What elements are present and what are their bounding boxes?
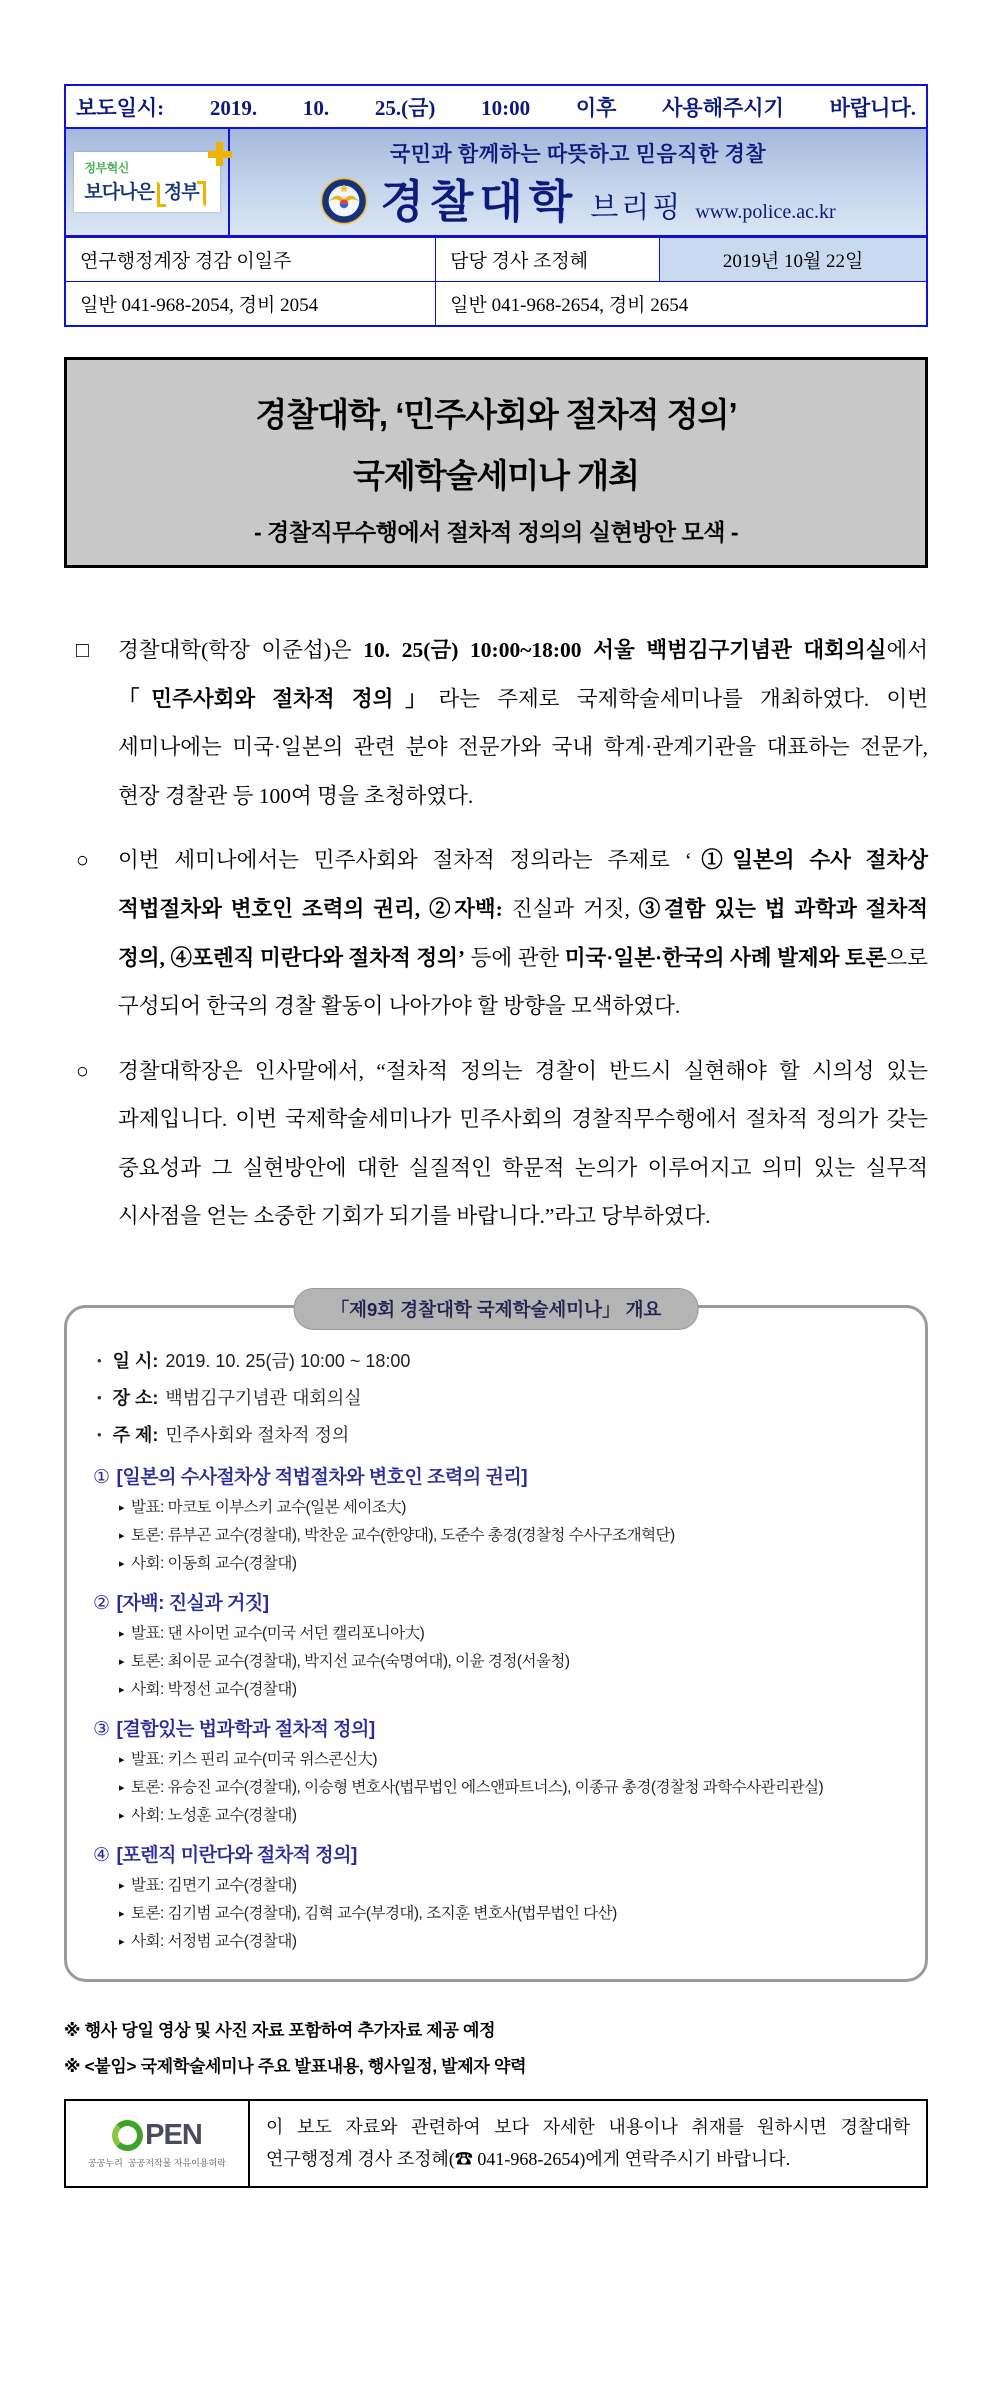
- headline-box: [64, 357, 928, 568]
- open-logo-letters: PEN: [145, 2118, 202, 2151]
- info-label: 주 제: [112, 1425, 153, 1446]
- arrow-icon: ▸: [119, 1684, 125, 1697]
- session-items: [93, 1873, 899, 1951]
- open-license-logo: [66, 2101, 248, 2186]
- embargo-text: 보도일시: 2019. 10. 25.(금) 10:00 이후 사용해주시기 바랍니다.: [76, 96, 916, 120]
- session-item-text: 발표: 키스 핀리 교수(미국 위스콘신大): [131, 1751, 378, 1769]
- session-title: [93, 1462, 899, 1489]
- open-ring-icon: [112, 2120, 143, 2151]
- open-caption-2: 공공저작물 자유이용허락: [127, 2157, 226, 2168]
- session-block: [93, 1714, 899, 1825]
- police-emblem-icon: [320, 177, 368, 225]
- arrow-icon: ▸: [119, 1810, 125, 1823]
- paragraph: [64, 626, 928, 820]
- session-item-text: 사회: 이동희 교수(경찰대): [131, 1555, 297, 1573]
- manager-phone-cell: 일반 041-968-2054, 경비 2054: [65, 282, 436, 327]
- arrow-icon: ▸: [119, 1628, 125, 1641]
- info-value: 백범김구기념관 대회의실: [165, 1388, 362, 1409]
- contact-table: [64, 237, 928, 327]
- arrow-icon: ▸: [119, 1502, 125, 1515]
- info-value: 2019. 10. 25(금) 10:00 ~ 18:00: [165, 1351, 411, 1372]
- bullet-icon: •: [97, 1353, 102, 1369]
- session-items: [93, 1747, 899, 1825]
- gov-logo-word2: 정부: [157, 181, 206, 204]
- info-value: 민주사회와 절차적 정의: [165, 1425, 350, 1446]
- headline-subtitle: - 경찰직무수행에서 절차적 정의의 실현방안 모색 -: [253, 519, 739, 546]
- info-colon: :: [152, 1351, 159, 1372]
- session-title-text: [결함있는 법과학과 절차적 정의]: [116, 1719, 375, 1741]
- session-title-text: [포렌직 미란다와 절차적 정의]: [116, 1845, 357, 1867]
- staff-phone-cell: 일반 041-968-2654, 경비 2654: [436, 282, 927, 327]
- open-caption-1: 공공누리: [88, 2157, 123, 2168]
- staff-cell: 담당 경사 조정혜: [436, 238, 660, 282]
- session-item-text: 발표: 김면기 교수(경찰대): [131, 1877, 297, 1895]
- arrow-icon: ▸: [119, 1908, 125, 1921]
- footnote: ※ <붙임> 국제학술세미나 주요 발표내용, 행사일정, 발제자 약력: [64, 2057, 527, 2077]
- masthead-title-row: [244, 173, 912, 225]
- session-item-text: 발표: 댄 사이먼 교수(미국 서던 캘리포니아大): [131, 1625, 425, 1643]
- arrow-icon: ▸: [119, 1530, 125, 1543]
- info-label: 일 시: [112, 1351, 153, 1372]
- session-block: [93, 1588, 899, 1699]
- arrow-icon: ▸: [119, 1880, 125, 1893]
- session-item: [119, 1747, 899, 1769]
- arrow-icon: ▸: [119, 1754, 125, 1767]
- session-block: [93, 1840, 899, 1951]
- info-colon: :: [152, 1388, 159, 1409]
- session-title: [93, 1588, 899, 1615]
- masthead: [64, 129, 928, 237]
- session-item-text: 발표: 마코토 이부스키 교수(일본 세이조大): [131, 1499, 406, 1517]
- session-item-text: 사회: 박정선 교수(경찰대): [131, 1681, 297, 1699]
- overview-info-line: [93, 1347, 899, 1373]
- session-item-text: 토론: 최이문 교수(경찰대), 박지선 교수(숙명여대), 이윤 경정(서울청): [131, 1653, 570, 1671]
- session-item-text: 토론: 류부곤 교수(경찰대), 박찬운 교수(한양대), 도준수 총경(경찰청 수사구조개혁단): [131, 1527, 675, 1545]
- session-item: [119, 1901, 899, 1923]
- session-number: ④: [93, 1845, 110, 1867]
- session-items: [93, 1621, 899, 1699]
- info-colon: :: [152, 1425, 159, 1446]
- headline-line1: 경찰대학, ‘민주사회와 절차적 정의’: [255, 396, 737, 433]
- website-text: www.police.ac.kr: [695, 200, 836, 223]
- seminar-overview-box: [64, 1299, 928, 1982]
- arrow-icon: ▸: [119, 1656, 125, 1669]
- footer-contact-box: [64, 2099, 928, 2188]
- gov-logo-cell: [66, 129, 230, 235]
- session-item: [119, 1677, 899, 1699]
- gov-logo-top-text: 정부혁신: [84, 161, 129, 175]
- session-title: [93, 1714, 899, 1741]
- session-item: [119, 1803, 899, 1825]
- headline-line2: 국제학술세미나 개최: [352, 457, 640, 495]
- session-title: [93, 1840, 899, 1867]
- arrow-icon: ▸: [119, 1782, 125, 1795]
- session-item: [119, 1929, 899, 1951]
- briefing-label: 브리핑: [590, 191, 684, 224]
- session-number: ③: [93, 1719, 110, 1741]
- contact-row-phones: [65, 282, 927, 327]
- manager-cell: 연구행정계장 경감 이일주: [65, 238, 436, 282]
- paragraph: [64, 836, 928, 1030]
- paragraph-text: 경찰대학(학장 이준섭)은 10. 25(금) 10:00~18:00 서울 백범김구기념관 대회의실에서 「민주사회와 절차적 정의」라는 주제로 국제학술세미나를 개최하였다. 이번 세미나에는 미국·일본의 관련 분야 전문가와 국내 학계·관계기관을 대표하는 전문가, 현장 경찰관 등 100여 명을 초청하였다.: [118, 638, 928, 808]
- paragraph-marker: □: [76, 638, 89, 663]
- gov-innovation-logo: [74, 152, 219, 212]
- overview-info: [93, 1347, 899, 1447]
- masthead-main: [230, 129, 926, 235]
- footnote: ※ 행사 당일 영상 및 사진 자료 포함하여 추가자료 제공 예정: [64, 2021, 496, 2041]
- org-name: 경찰대학: [380, 176, 579, 227]
- info-label: 장 소: [112, 1388, 153, 1409]
- overview-sessions: [93, 1462, 899, 1951]
- footer-contact-text: 이 보도 자료와 관련하여 보다 자세한 내용이나 취재를 원하시면 경찰대학 연구행정계 경사 조정혜(☎ 041-968-2654)에게 연락주시기 바랍니다.: [248, 2101, 926, 2186]
- session-item-text: 토론: 김기범 교수(경찰대), 김혁 교수(부경대), 조지훈 변호사(법무법인 다산): [131, 1905, 617, 1923]
- session-item: [119, 1523, 899, 1545]
- overview-info-line: [93, 1421, 899, 1447]
- release-date-cell: 2019년 10월 22일: [660, 238, 927, 282]
- session-number: ①: [93, 1467, 110, 1489]
- session-title-text: [일본의 수사절차상 적법절차와 변호인 조력의 권리]: [116, 1467, 528, 1489]
- paragraph-marker: ○: [76, 1058, 89, 1083]
- session-number: ②: [93, 1593, 110, 1615]
- session-item-text: 토론: 유승진 교수(경찰대), 이승형 변호사(법무법인 에스앤파트너스), 이종규 총경(경찰청 과학수사관리관실): [131, 1779, 824, 1797]
- session-items: [93, 1495, 899, 1573]
- session-item: [119, 1621, 899, 1643]
- overview-title-pill: 「제9회 경찰대학 국제학술세미나」 개요: [294, 1288, 699, 1330]
- paragraph-marker: ○: [76, 848, 89, 873]
- contact-row-names: [65, 238, 927, 282]
- session-item: [119, 1873, 899, 1895]
- paragraph-text: 이번 세미나에서는 민주사회와 절차적 정의라는 주제로 ‘①일본의 수사 절차상 적법절차와 변호인 조력의 권리, ②자백: 진실과 거짓, ③결함 있는 법 과학과 절차적 정의, ④포렌직 미란다와 절차적 정의’ 등에 관한 미국·일본·한국의 사례 발제와 토론으로 구성되어 한국의 경찰 활동이 나아가야 할 방향을 모색하였다.: [118, 848, 929, 1019]
- overview-info-line: [93, 1384, 899, 1410]
- session-title-text: [자백: 진실과 거짓]: [116, 1593, 269, 1615]
- session-item-text: 사회: 서정범 교수(경찰대): [131, 1933, 297, 1951]
- session-item: [119, 1775, 899, 1797]
- footnotes: [64, 2016, 928, 2077]
- plus-icon: [208, 142, 232, 166]
- open-logo-caption: [88, 2156, 226, 2169]
- paragraph: [64, 1047, 928, 1241]
- session-item-text: 사회: 노성훈 교수(경찰대): [131, 1807, 297, 1825]
- bullet-icon: •: [97, 1427, 102, 1443]
- gov-logo-bottom-text: [84, 177, 205, 204]
- bullet-icon: •: [97, 1390, 102, 1406]
- session-item: [119, 1649, 899, 1671]
- session-block: [93, 1462, 899, 1573]
- session-item: [119, 1551, 899, 1573]
- body-text: [64, 626, 928, 1241]
- session-item: [119, 1495, 899, 1517]
- gov-logo-word1: 보다나은: [84, 182, 154, 203]
- arrow-icon: ▸: [119, 1936, 125, 1949]
- arrow-icon: ▸: [119, 1558, 125, 1571]
- embargo-notice: [64, 84, 928, 129]
- slogan: 국민과 함께하는 따뜻하고 믿음직한 경찰: [389, 141, 767, 166]
- open-logo: [112, 2119, 202, 2152]
- paragraph-text: 경찰대학장은 인사말에서, “절차적 정의는 경찰이 반드시 실현해야 할 시의성 있는 과제입니다. 이번 국제학술세미나가 민주사회의 경찰직무수행에서 절차적 정의가 갖는 중요성과 그 실현방안에 대한 실질적인 학문적 논의가 이루어지고 의미 있는 실무적 시사점을 얻는 소중한 기회가 되기를 바랍니다.”라고 당부하였다.: [118, 1058, 928, 1229]
